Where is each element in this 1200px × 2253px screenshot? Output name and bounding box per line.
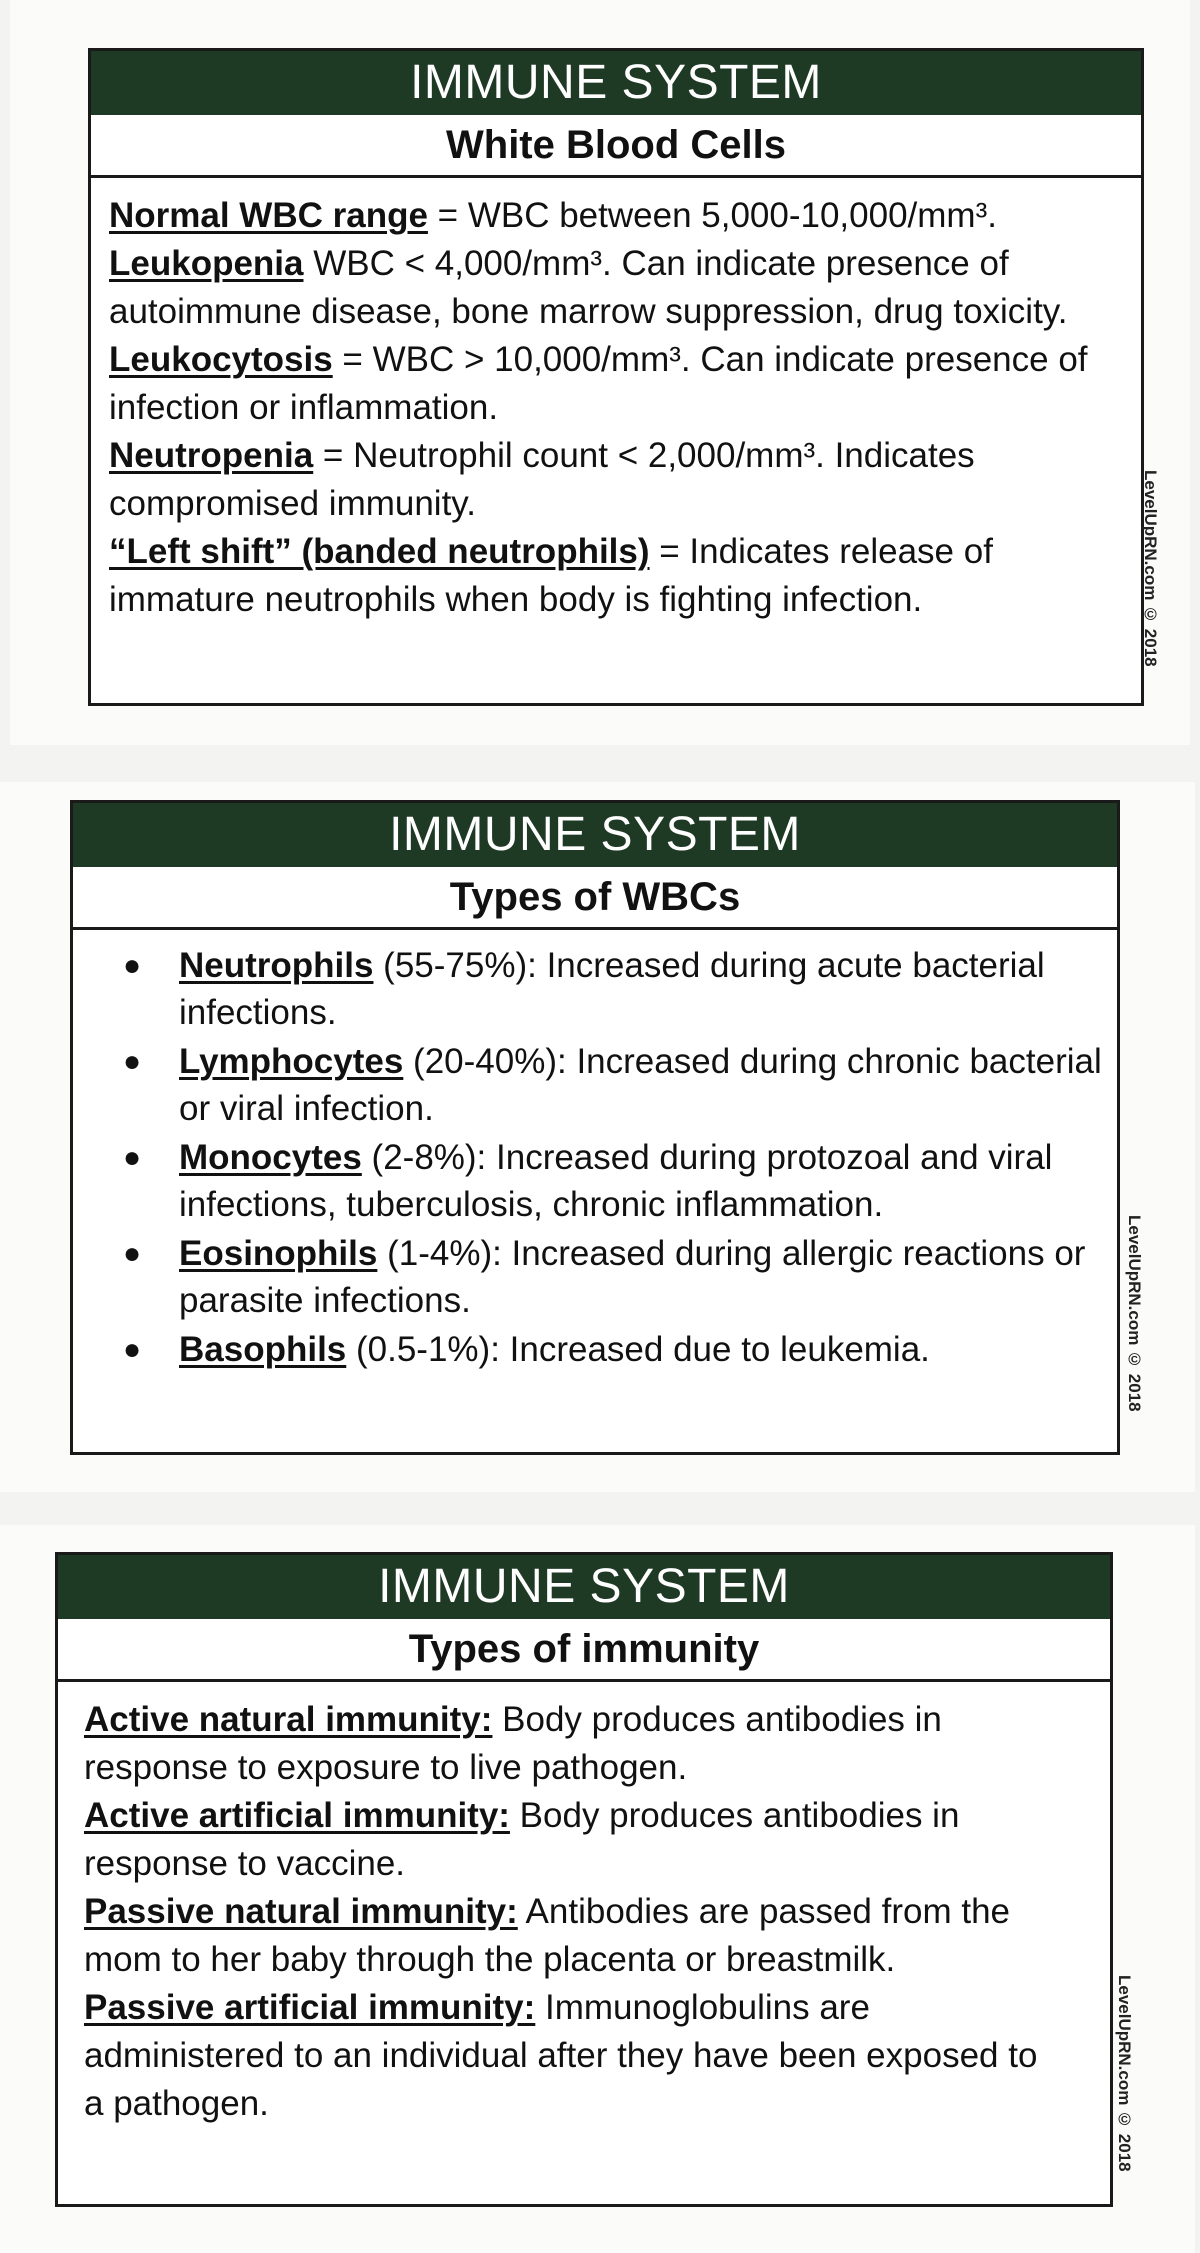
entry-normal-wbc [109, 192, 1089, 240]
entry-left-shift [109, 528, 1089, 624]
entry-text: = WBC > 10,000/mm³. Can indicate presence of infection or inflammation. [109, 340, 1088, 427]
card-types-of-wbcs [70, 800, 1120, 1455]
entry-term: Normal WBC range [109, 196, 428, 235]
card-header: IMMUNE SYSTEM [91, 51, 1141, 115]
item-text: (1-4%): Increased during allergic reactions or parasite infections. [179, 1234, 1086, 1320]
card-subheader: Types of WBCs [73, 867, 1117, 930]
card-white-blood-cells [88, 48, 1144, 706]
entry-text: WBC < 4,000/mm³. Can indicate presence of autoimmune disease, bone marrow suppression, drug toxicity. [109, 244, 1068, 331]
entry-term: Leukocytosis [109, 340, 333, 379]
bullet-icon: ● [123, 949, 142, 982]
item-term: Lymphocytes [179, 1042, 404, 1081]
entry-leukopenia [109, 240, 1089, 336]
item-text: (2-8%): Increased during protozoal and viral infections, tuberculosis, chronic inflammation. [179, 1138, 1053, 1224]
entry-active-natural [84, 1696, 1040, 1792]
entry-text: Antibodies are passed from the mom to her baby through the placenta or breastmilk. [84, 1892, 1011, 1979]
credit-watermark: LevelUpRN.com © 2018 [1141, 470, 1160, 667]
item-text: (0.5-1%): Increased due to leukemia. [346, 1330, 930, 1369]
entry-leukocytosis [109, 336, 1089, 432]
entry-text: = Neutrophil count < 2,000/mm³. Indicates compromised immunity. [109, 436, 975, 523]
list-item [119, 1230, 1117, 1324]
entry-term: “Left shift” (banded neutrophils) [109, 532, 650, 571]
card-body [91, 178, 1141, 634]
card-subheader: Types of immunity [58, 1619, 1110, 1682]
entry-active-artificial [84, 1792, 1040, 1888]
wbc-type-list [73, 930, 1117, 1373]
entry-term: Leukopenia [109, 244, 304, 283]
card-header: IMMUNE SYSTEM [73, 803, 1117, 867]
entry-term: Neutropenia [109, 436, 314, 475]
bullet-icon: ● [123, 1141, 142, 1174]
credit-watermark: LevelUpRN.com © 2018 [1115, 1975, 1134, 2172]
credit-watermark: LevelUpRN.com © 2018 [1125, 1215, 1144, 1412]
item-term: Basophils [179, 1330, 347, 1369]
card-body [58, 1682, 1110, 2138]
bullet-icon: ● [123, 1333, 142, 1366]
entry-term: Active natural immunity: [84, 1700, 493, 1739]
entry-term: Passive artificial immunity: [84, 1988, 536, 2027]
entry-neutropenia [109, 432, 1089, 528]
card-types-of-immunity [55, 1552, 1113, 2207]
entry-text: = Indicates release of immature neutrophils when body is fighting infection. [109, 532, 993, 619]
entry-text: Body produces antibodies in response to exposure to live pathogen. [84, 1700, 942, 1787]
entry-passive-artificial [84, 1984, 1040, 2128]
item-term: Monocytes [179, 1138, 362, 1177]
list-item [119, 1134, 1117, 1228]
list-item [119, 1326, 1117, 1373]
item-term: Neutrophils [179, 946, 374, 985]
list-item [119, 1038, 1117, 1132]
bullet-icon: ● [123, 1045, 142, 1078]
item-term: Eosinophils [179, 1234, 378, 1273]
list-item [119, 942, 1117, 1036]
entry-passive-natural [84, 1888, 1040, 1984]
entry-term: Active artificial immunity: [84, 1796, 510, 1835]
card-subheader: White Blood Cells [91, 115, 1141, 178]
item-text: (20-40%): Increased during chronic bacterial or viral infection. [179, 1042, 1102, 1128]
item-text: (55-75%): Increased during acute bacterial infections. [179, 946, 1045, 1032]
entry-text: Body produces antibodies in response to vaccine. [84, 1796, 960, 1883]
entry-text: Immunoglobulins are administered to an individual after they have been exposed to a pathogen. [84, 1988, 1038, 2123]
card-header: IMMUNE SYSTEM [58, 1555, 1110, 1619]
bullet-icon: ● [123, 1237, 142, 1270]
entry-term: Passive natural immunity: [84, 1892, 518, 1931]
entry-text: = WBC between 5,000-10,000/mm³. [427, 196, 997, 235]
